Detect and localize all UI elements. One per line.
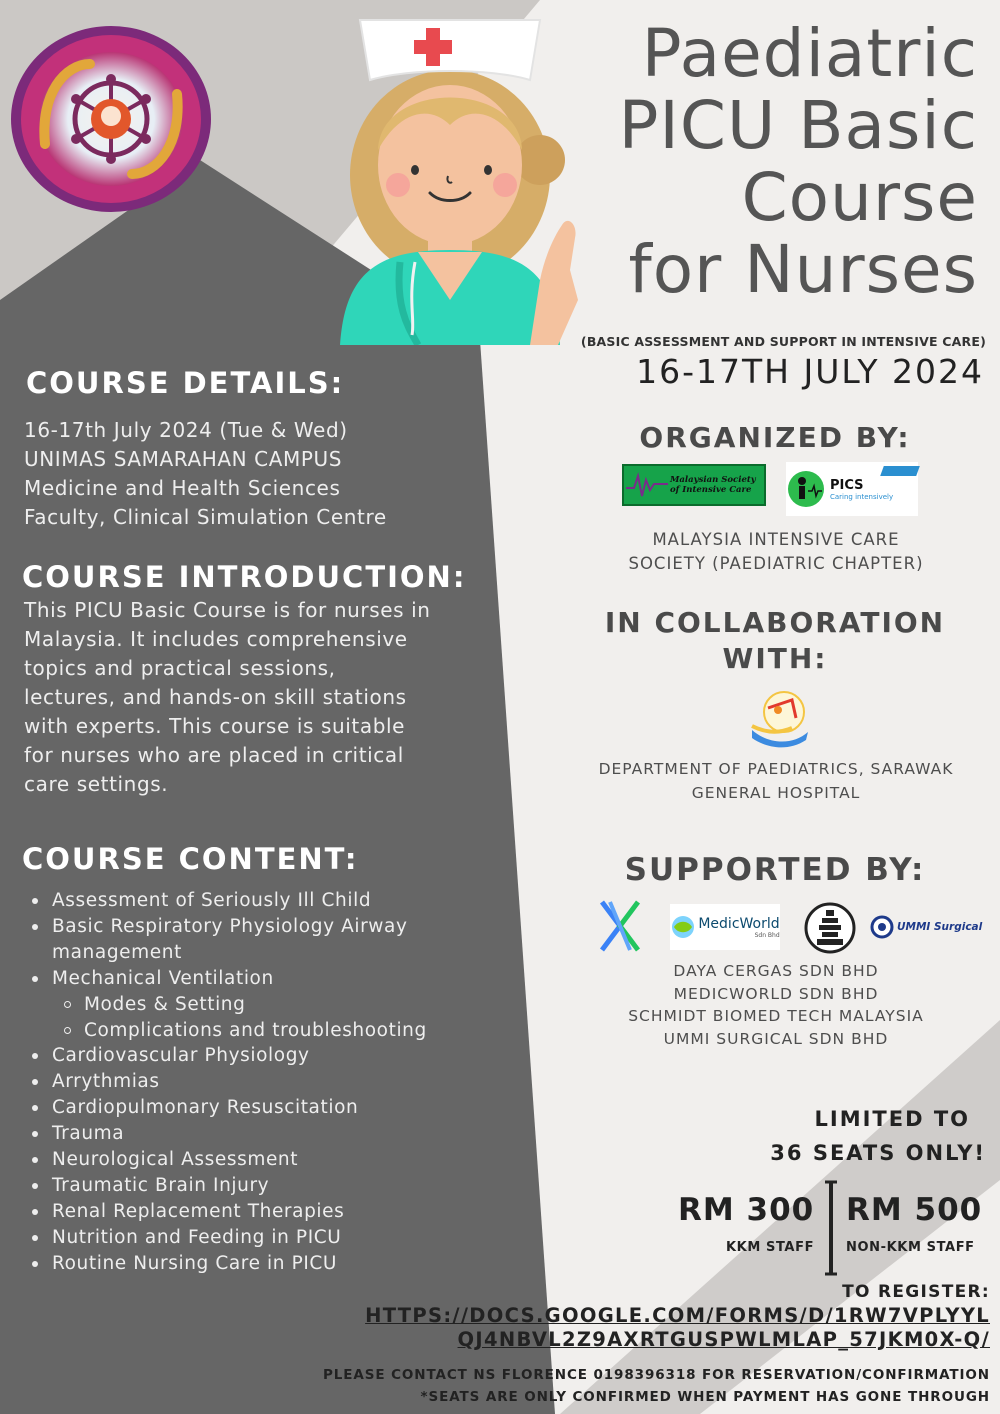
intro-line: This PICU Basic Course is for nurses in [24,598,431,622]
schmidt-biomed-logo [803,902,857,954]
intro-line: lectures, and hands-on skill stations [24,685,407,709]
list-item: Nutrition and Feeding in PICU [30,1225,427,1251]
list-subitem: Modes & Setting [30,992,427,1018]
sponsor-item: MEDICWORLD SDN BHD [673,984,879,1003]
dept-line: DEPARTMENT OF PAEDIATRICS, SARAWAK [598,760,954,778]
intro-line: for nurses who are placed in critical [24,743,404,767]
medicworld-logo-text: MedicWorld [698,915,780,932]
heartbeat-icon [624,470,670,500]
paediatrics-dept-logo [748,688,812,750]
detail-line: 16-17th July 2024 (Tue & Wed) [24,418,348,442]
register-link[interactable] [365,1304,990,1352]
detail-line: Medicine and Health Sciences [24,476,341,500]
collab-heading-line: WITH: [722,642,828,675]
seats-line: LIMITED TO [814,1107,970,1131]
ummi-logo-text: UMMI Surgical [897,921,983,933]
list-item: Basic Respiratory Physiology Airway [30,914,427,940]
sponsor-list [570,960,982,1050]
detail-line: Faculty, Clinical Simulation Centre [24,505,387,529]
title-line: PICU Basic [618,87,978,164]
seats-notice [770,1102,986,1170]
kkm-price: RM 300 [678,1192,815,1228]
collab-heading-line: IN COLLABORATION [604,606,946,639]
pics-logo-stripe [880,466,920,476]
intro-line: Malaysia. It includes comprehensive [24,627,408,651]
course-title [618,15,978,308]
sponsor-item: SCHMIDT BIOMED TECH MALAYSIA [628,1007,924,1025]
non-kkm-label: NON-KKM STAFF [846,1240,975,1255]
pics-logo [786,462,918,516]
pics-logo-tagline: Caring intensively [830,492,894,501]
intro-line: care settings. [24,772,169,796]
title-line: Course [741,159,978,236]
seats-line: 36 SEATS ONLY! [770,1141,986,1165]
sponsor-item: UMMI SURGICAL SDN BHD [663,1029,889,1048]
nurse-illustration [300,0,600,345]
msic-logo-line: of Intensive Care [670,485,752,495]
collab-heading [585,605,965,677]
price-divider [821,1180,841,1276]
pics-logo-text: PICS [830,477,864,493]
payment-note: *SEATS ARE ONLY CONFIRMED WHEN PAYMENT HAS GONE THROUGH [420,1389,990,1405]
sponsor-item: DAYA CERGAS SDN BHD [673,962,879,980]
list-item: Trauma [30,1121,427,1147]
course-content-heading: COURSE CONTENT: [22,842,359,876]
course-date: 16-17TH JULY 2024 [636,352,984,391]
list-item: Arrythmias [30,1069,427,1095]
pics-figure-icon [786,469,826,509]
list-item: Routine Nursing Care in PICU [30,1251,427,1277]
list-item: Assessment of Seriously Ill Child [30,888,427,914]
course-intro-heading: COURSE INTRODUCTION: [22,560,467,594]
list-item: Neurological Assessment [30,1147,427,1173]
title-line: for Nurses [628,231,978,308]
list-item: Cardiopulmonary Resuscitation [30,1095,427,1121]
course-content-list [30,888,427,1277]
register-link-line[interactable]: HTTPS://DOCS.GOOGLE.COM/FORMS/D/1RW7VPLYYL [365,1304,990,1327]
list-item: Renal Replacement Therapies [30,1199,427,1225]
contact-footer [323,1364,990,1408]
register-link-line[interactable]: QJ4NBVL2Z9AXRTGUSPWLMLAP_57JKM0X-Q/ [457,1328,990,1351]
list-subitem: Complications and troubleshooting [30,1018,427,1044]
ummi-circle-icon [870,915,894,939]
kkm-label: KKM STAFF [726,1240,815,1255]
detail-line: UNIMAS SAMARAHAN CAMPUS [24,447,343,471]
list-item-continuation: management [52,941,182,963]
globe-icon [670,914,696,940]
msic-logo [622,464,766,506]
medicworld-logo [670,904,780,950]
course-details-text [24,416,387,532]
dept-name [570,757,982,805]
intro-line: with experts. This course is suitable [24,714,406,738]
daya-cergas-logo [598,898,642,954]
medicworld-logo-sub: Sdn Bhd [754,931,780,939]
list-item: Cardiovascular Physiology [30,1043,427,1069]
supported-heading: SUPPORTED BY: [624,852,926,888]
register-label: TO REGISTER: [842,1282,990,1302]
list-item: Mechanical Ventilation [30,966,427,992]
organized-heading: ORGANIZED BY: [639,421,911,454]
intro-line: topics and practical sessions, [24,656,336,680]
course-subtitle: (BASIC ASSESSMENT AND SUPPORT IN INTENSIVE CARE) [580,334,986,349]
organizer-name [570,528,982,576]
ummi-surgical-logo [870,912,986,942]
course-details-heading: COURSE DETAILS: [26,366,345,400]
organizer-line: MALAYSIA INTENSIVE CARE [652,530,900,549]
dept-line: GENERAL HOSPITAL [691,784,861,802]
contact-line: PLEASE CONTACT NS FLORENCE 0198396318 FOR RESERVATION/CONFIRMATION [322,1367,990,1383]
non-kkm-price: RM 500 [846,1192,983,1228]
list-item: Traumatic Brain Injury [30,1173,427,1199]
title-line: Paediatric [641,15,978,92]
course-intro-text [24,596,431,799]
organizer-line: SOCIETY (PAEDIATRIC CHAPTER) [628,554,924,573]
society-logo [10,24,212,214]
msic-logo-line: Malaysian Society [670,475,756,485]
